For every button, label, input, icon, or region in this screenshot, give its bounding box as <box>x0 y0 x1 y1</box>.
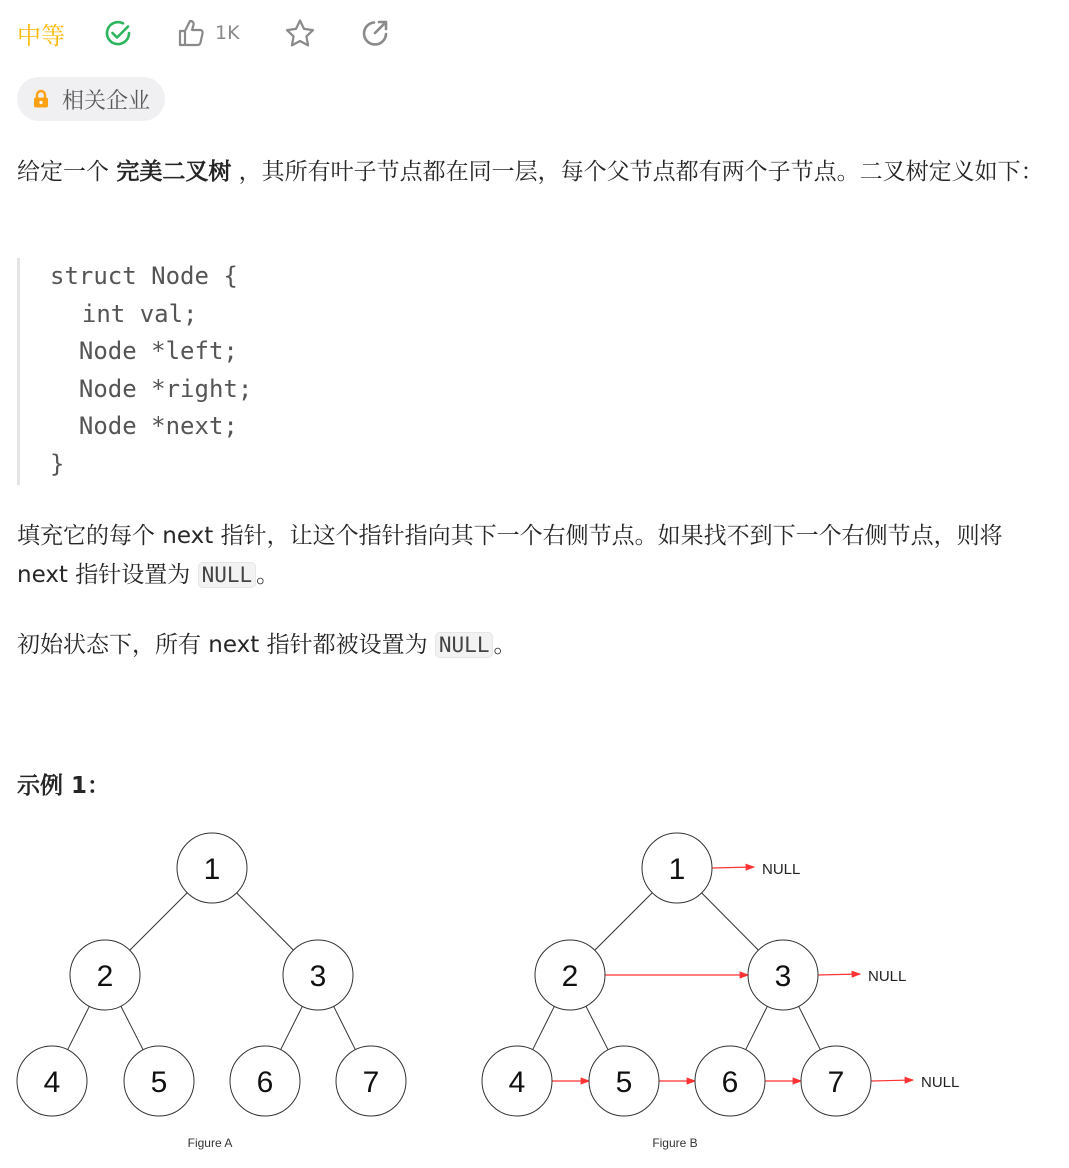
problem-header <box>17 14 434 52</box>
bold-term: 完美二叉树 <box>116 159 232 185</box>
code-line: int val; <box>53 299 198 328</box>
tree-edge <box>586 1006 608 1050</box>
tree-edge <box>121 1006 143 1050</box>
text: 。 <box>493 632 517 658</box>
description-paragraph-3 <box>17 626 1057 665</box>
lock-icon <box>32 89 50 109</box>
code-line: } <box>50 449 65 478</box>
example-figure <box>0 820 1069 1160</box>
null-label: NULL <box>921 1074 960 1091</box>
share-icon <box>360 18 390 48</box>
tree-node-value: 7 <box>827 1066 845 1099</box>
description-paragraph-2 <box>17 517 1057 595</box>
tree-edge <box>595 893 653 951</box>
tree-edge <box>237 893 294 950</box>
like-count: 1K <box>215 22 240 44</box>
tree-edge <box>702 893 759 950</box>
solved-icon <box>103 18 133 48</box>
tree-node-value: 6 <box>256 1066 274 1099</box>
code-line: Node *left; <box>50 337 238 366</box>
figure-caption: Figure B <box>652 1136 698 1150</box>
tree-node-value: 2 <box>96 960 114 993</box>
description-paragraph-1 <box>17 153 1057 192</box>
inline-code: NULL <box>198 562 257 588</box>
example-title: 示例 1： <box>17 773 111 799</box>
tree-node-value: 1 <box>203 853 221 886</box>
text: 填充它的每个 next 指针，让这个指针指向其下一个右侧节点。如果找不到下一个右侧节点，则将 next 指针设置为 <box>17 523 1003 588</box>
tree-edge <box>68 1006 90 1049</box>
tree-edge <box>281 1006 303 1049</box>
text: ，其所有叶子节点都在同一层，每个父节点都有两个子节点。二叉树定义如下： <box>231 159 1044 185</box>
code-line: Node *next; <box>50 412 238 441</box>
like-button[interactable] <box>177 18 240 48</box>
text: 初始状态下，所有 next 指针都被设置为 <box>17 632 435 658</box>
tree-edge <box>799 1006 821 1049</box>
tree-node-value: 3 <box>309 960 327 993</box>
tree-node-value: 5 <box>150 1066 168 1099</box>
tag-label: 相关企业 <box>62 88 151 114</box>
tree-node-value: 2 <box>561 960 579 993</box>
tree-edge <box>334 1006 356 1049</box>
tree-edge <box>130 893 188 951</box>
figure-caption: Figure A <box>187 1136 233 1150</box>
related-companies-tag[interactable] <box>17 77 165 121</box>
thumbs-up-icon <box>177 18 207 48</box>
favorite-button[interactable] <box>284 18 316 48</box>
tree-node-value: 7 <box>362 1066 380 1099</box>
inline-code: NULL <box>435 632 494 658</box>
null-pointer-arrow <box>818 974 860 975</box>
code-line: struct Node { <box>50 262 238 290</box>
difficulty-label: 中等 <box>17 21 65 50</box>
tree-edge <box>533 1006 555 1049</box>
tree-node-value: 5 <box>615 1066 633 1099</box>
star-icon <box>284 18 316 48</box>
null-pointer-arrow <box>871 1080 913 1081</box>
code-block <box>17 258 252 485</box>
tree-edge <box>746 1006 768 1049</box>
null-label: NULL <box>762 861 801 878</box>
text: 。 <box>256 562 280 588</box>
null-pointer-arrow <box>712 867 754 868</box>
null-label: NULL <box>868 968 907 985</box>
share-button[interactable] <box>360 18 390 48</box>
tree-node-value: 1 <box>668 853 686 886</box>
code-line: Node *right; <box>50 374 253 403</box>
tree-node-value: 4 <box>508 1066 526 1099</box>
tree-node-value: 4 <box>43 1066 61 1099</box>
tree-node-value: 3 <box>774 960 792 993</box>
text: 给定一个 <box>17 159 117 185</box>
tree-node-value: 6 <box>721 1066 739 1099</box>
